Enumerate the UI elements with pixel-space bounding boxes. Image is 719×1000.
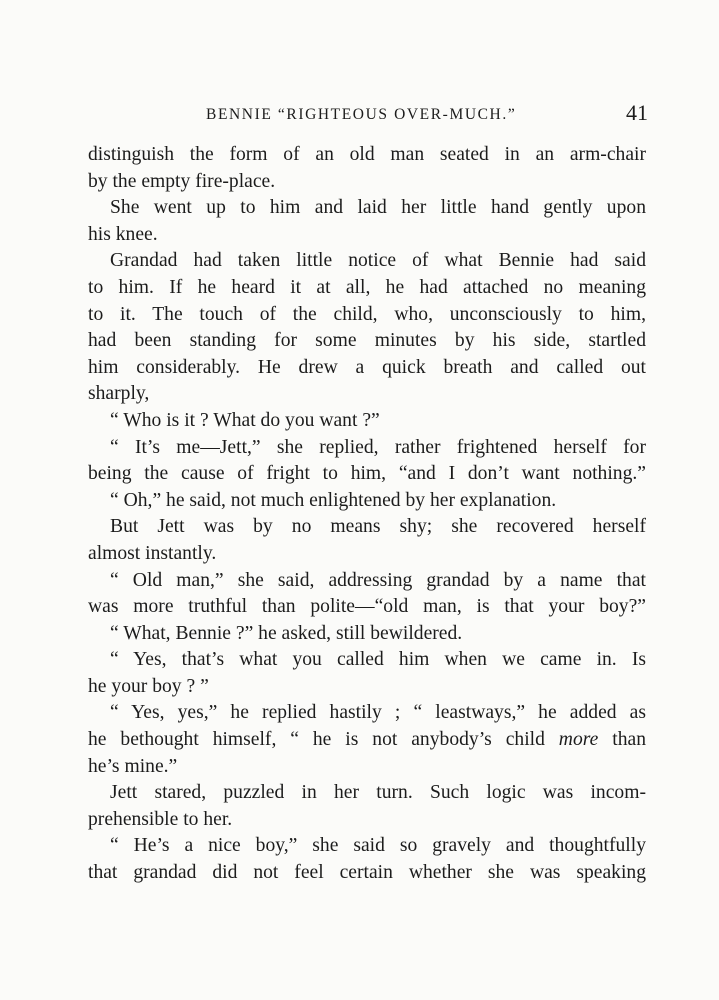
text-line: him considerably. He drew a quick breath and called out [88,356,646,378]
text-line: that grandad did not feel certain whether she was speaking [88,862,646,884]
text-line: almost instantly. [88,542,217,564]
body-text [88,142,646,887]
text-line: distinguish the form of an old man seated in an arm-chair [88,144,646,165]
text-line: sharply, [88,383,150,405]
text-line: “ He’s a nice boy,” she said so gravely and thoughtfully [110,835,646,857]
text-line: to it. The touch of the child, who, unconsciously to him, [88,303,646,325]
text-line: had been standing for some minutes by his side, startled [88,330,646,352]
text-line: Jett stared, puzzled in her turn. Such logic was incom- [110,782,646,804]
text-line: “ What, Bennie ?” he asked, still bewildered. [110,622,463,644]
emphasis-text: more [558,729,599,751]
text-line: his knee. [88,223,158,245]
text-line: being the cause of fright to him, “and I don’t want nothing.” [88,463,646,485]
text-line: he’s mine.” [88,755,178,777]
text-line [88,727,646,754]
text-line: to him. If he heard it at all, he had attached no meaning [88,276,646,298]
text-line: She went up to him and laid her little hand gently upon [110,197,646,219]
page-number: 41 [626,100,648,125]
text-line: by the empty fire-place. [88,170,276,192]
text-segment: than [598,729,646,751]
text-line: “ It’s me—Jett,” she replied, rather frightened herself for [110,436,646,458]
text-line: “ Old man,” she said, addressing grandad by a name that [110,569,646,591]
text-line: “ Who is it ? What do you want ?” [110,409,380,431]
text-line: was more truthful than polite—“old man, is that your boy?” [88,596,646,618]
text-line: But Jett was by no means shy; she recovered herself [110,516,646,538]
text-line: he your boy ? ” [88,675,209,697]
text-line: Grandad had taken little notice of what Bennie had said [110,250,646,272]
text-segment: he bethought himself, “ he is not anybody’s child [88,729,559,751]
text-line: “ Yes, yes,” he replied hastily ; “ leastways,” he added as [110,702,646,724]
page-header [88,100,648,130]
running-head: BENNIE “RIGHTEOUS OVER-MUCH.” [206,106,517,123]
text-line: prehensible to her. [88,808,233,830]
text-line: “ Oh,” he said, not much enlightened by her explanation. [110,489,557,511]
text-line: “ Yes, that’s what you called him when we came in. Is [110,649,646,671]
